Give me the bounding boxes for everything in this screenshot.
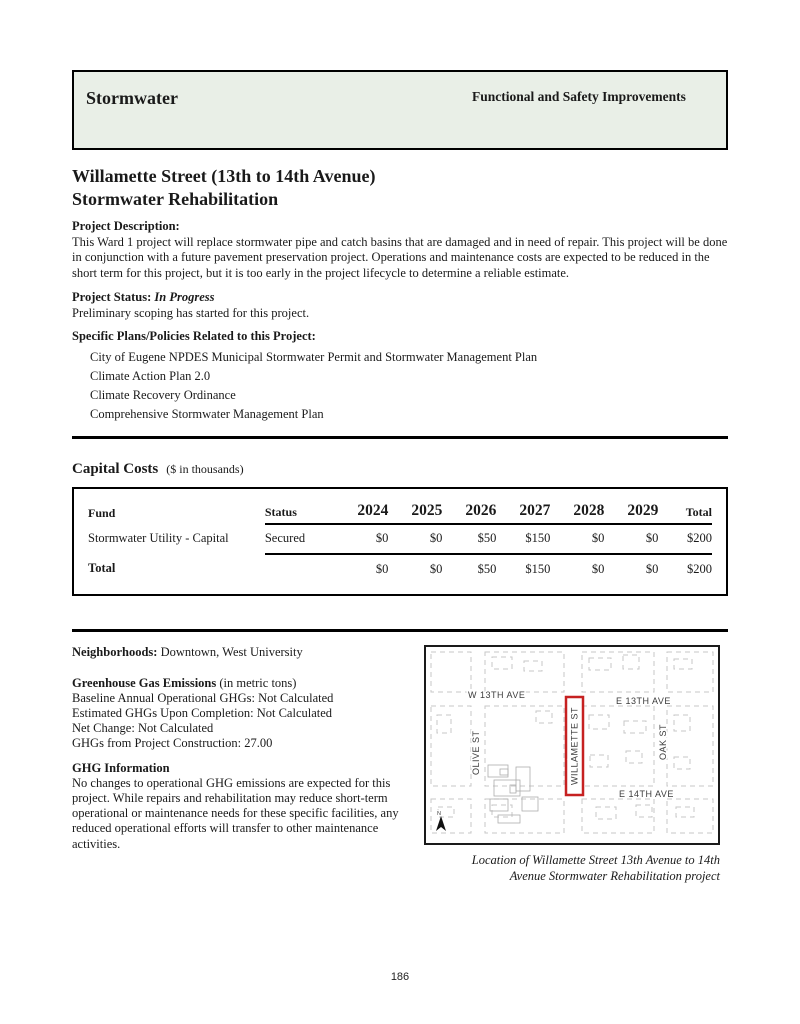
map-column [424,645,720,884]
column-header-fund: Fund [88,505,116,520]
project-details-column [72,645,424,884]
capital-costs-heading [72,460,728,478]
ghg-estimated-line: Estimated GHGs Upon Completion: Not Calculated [72,706,333,721]
value-cell-2028: $0 [550,524,604,554]
column-header-2027: 2027 [496,499,550,524]
street-label-willamette: WILLAMETTE ST [569,706,580,785]
neighborhoods-value: Downtown, West University [160,644,303,659]
classification-title: Functional and Safety Improvements [472,89,686,104]
total-cell-2025: $0 [429,561,443,576]
ghg-units: (in metric tons) [219,675,297,690]
page-title [72,165,728,211]
plan-item: City of Eugene NPDES Municipal Stormwater Permit and Stormwater Management Plan [90,349,538,364]
capital-costs-units: ($ in thousands) [166,461,244,476]
project-description-section [72,219,728,282]
section-divider [72,436,728,439]
plans-list [72,348,728,424]
neighborhoods-label: Neighborhoods: [72,644,158,659]
north-label: N [437,810,441,817]
project-status-note: Preliminary scoping has started for this project. [72,305,310,320]
ghg-information-section [72,761,416,852]
section-divider [72,629,728,632]
column-header-total: Total [658,499,712,524]
value-cell-2025: $0 [388,524,442,554]
fund-cell: Stormwater Utility - Capital [88,530,229,545]
ghg-heading: Greenhouse Gas Emissions [72,675,217,690]
project-status-section [72,290,728,321]
project-title-line2: Stormwater Rehabilitation [72,189,279,209]
ghg-construction-line: GHGs from Project Construction: 27.00 [72,736,273,751]
plans-section [72,329,728,424]
map-caption: Location of Willamette Street 13th Avenue to 14th Avenue Stormwater Rehabilitation project [471,852,720,883]
ghg-heading-line [72,676,416,691]
ghg-info-text: No changes to operational GHG emissions are expected for this project. While repairs and rehabilitation may reduce short-term operational or maintenance needs for these specific facilities, any reduced operational efforts will transfer to other maintenance activities. [72,775,399,851]
project-status-label: Project Status: [72,289,152,304]
table-total-row [88,554,712,580]
street-label-e14th: E 14TH AVE [619,788,674,799]
header-banner [72,70,728,150]
ghg-emissions-section [72,676,416,752]
total-cell-total: $200 [687,561,712,576]
neighborhoods-line [72,645,416,661]
total-cell-2028: $0 [591,561,605,576]
value-cell-total: $200 [658,524,712,554]
project-title-line1: Willamette Street (13th to 14th Avenue) [72,166,376,186]
column-header-2029: 2029 [604,499,658,524]
building-footprints [488,765,538,823]
plan-item: Climate Recovery Ordinance [90,387,236,402]
column-header-2024: 2024 [334,499,388,524]
project-status-value: In Progress [154,289,215,304]
project-description-text: This Ward 1 project will replace stormwater pipe and catch basins that are damaged and in need of repair. This project will be done in conjunction with a future pavement preservation project. Operations and maintenance costs are expected to be reduced in the short term for this project, but it is too early in the project lifecycle to determine a reliable estimate. [72,234,728,281]
total-cell-2029: $0 [645,561,659,576]
plans-label: Specific Plans/Policies Related to this Project: [72,329,316,344]
category-title: Stormwater [86,88,178,108]
total-cell-2024: $0 [375,561,389,576]
total-cell-2027: $150 [525,561,551,576]
total-status-cell [265,554,334,580]
column-header-status: Status [265,499,334,524]
value-cell-2026: $50 [442,524,496,554]
capital-costs-title: Capital Costs [72,460,159,477]
value-cell-2027: $150 [496,524,550,554]
north-arrow-icon [436,811,446,831]
capital-costs-table [88,499,712,580]
column-header-2028: 2028 [550,499,604,524]
status-cell: Secured [265,524,334,554]
street-label-w13th: W 13TH AVE [468,689,526,700]
project-description-label: Project Description: [72,219,180,233]
column-header-2025: 2025 [388,499,442,524]
capital-costs-table-box [72,487,728,596]
value-cell-2029: $0 [604,524,658,554]
plan-item: Climate Action Plan 2.0 [90,368,211,383]
ghg-info-heading: GHG Information [72,760,170,775]
total-row-label: Total [88,561,116,576]
street-label-e13th: E 13TH AVE [616,695,671,706]
total-cell-2026: $50 [477,561,497,576]
location-map [424,645,720,845]
ghg-net-change-line: Net Change: Not Calculated [72,721,214,736]
table-header-row [88,499,712,524]
page-number: 186 [390,971,410,983]
plan-item: Comprehensive Stormwater Management Plan [90,406,324,421]
ghg-baseline-line: Baseline Annual Operational GHGs: Not Calculated [72,690,334,705]
street-label-olive: OLIVE ST [471,730,481,775]
value-cell-2024: $0 [334,524,388,554]
table-row [88,524,712,554]
project-status-line [72,290,728,306]
map-graphic [426,647,718,838]
column-header-2026: 2026 [442,499,496,524]
lower-section [72,645,728,884]
street-label-oak: OAK ST [658,723,668,760]
